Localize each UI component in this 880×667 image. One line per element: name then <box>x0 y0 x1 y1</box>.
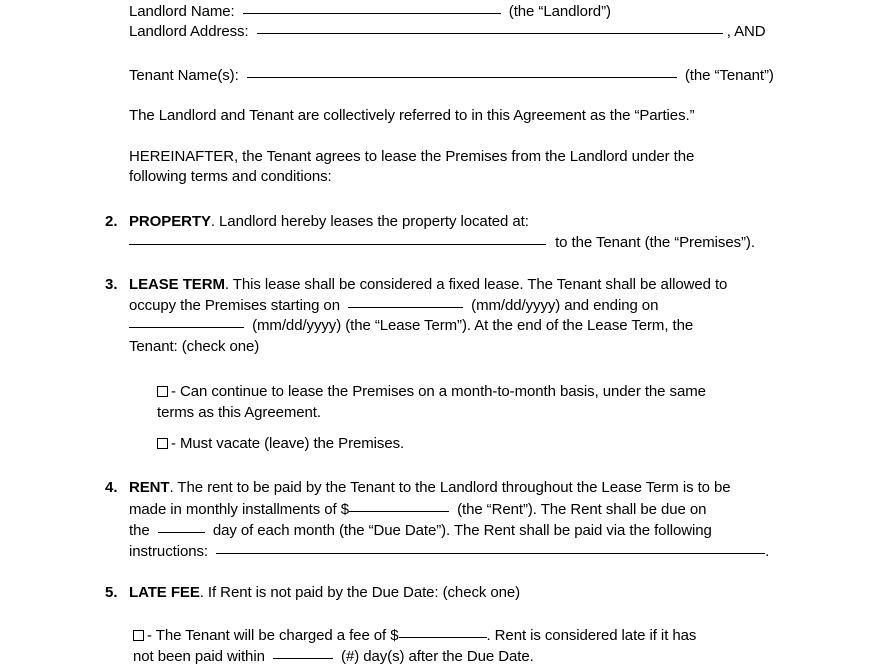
tenant-name-label: Tenant Name(s): <box>129 67 239 84</box>
section-number-2: 2. <box>105 213 118 230</box>
lease-term-option-1-text: - Can continue to lease the Premises on a month-to-month basis, under the same <box>171 383 706 400</box>
tenant-name-suffix: (the “Tenant”) <box>684 67 774 84</box>
landlord-name-blank[interactable] <box>243 1 501 14</box>
landlord-address-line <box>129 21 766 42</box>
hereinafter-line-2: following terms and conditions: <box>129 168 332 185</box>
section-property-line-2 <box>129 232 755 253</box>
property-address-blank[interactable] <box>129 232 546 245</box>
rent-amount-prefix: made in monthly installments of $ <box>129 501 349 518</box>
late-fee-option-1[interactable] <box>133 625 696 646</box>
section-number-4: 4. <box>105 479 118 496</box>
section-late-fee-text: . If Rent is not paid by the Due Date: (check one) <box>199 584 521 601</box>
section-late-fee-line-1 <box>129 583 520 603</box>
landlord-address-label: Landlord Address: <box>129 23 249 40</box>
section-late-fee-heading: LATE FEE <box>129 584 200 601</box>
tenant-name-line <box>129 65 774 86</box>
lease-term-option-2-text: - Must vacate (leave) the Premises. <box>171 435 405 452</box>
late-fee-amount-blank[interactable] <box>399 625 487 638</box>
section-number-3: 3. <box>105 276 118 293</box>
late-fee-days-suffix: (#) day(s) after the Due Date. <box>341 648 534 665</box>
section-number-5: 5. <box>105 584 118 601</box>
landlord-name-line <box>129 1 611 22</box>
section-rent-line-1 <box>129 478 731 498</box>
section-lease-term-line-4: Tenant: (check one) <box>129 338 260 355</box>
checkbox-month-to-month[interactable] <box>157 386 168 397</box>
section-lease-term-line-1 <box>129 275 727 295</box>
parties-collective-line: The Landlord and Tenant are collectively referred to in this Agreement as the “Parties.” <box>129 107 695 124</box>
section-property-heading: PROPERTY <box>129 213 211 230</box>
landlord-name-suffix: (the “Landlord”) <box>508 3 611 20</box>
landlord-address-blank[interactable] <box>257 21 723 34</box>
landlord-address-suffix: , AND <box>726 23 766 40</box>
lease-end-suffix: (mm/dd/yyyy) (the “Lease Term”). At the end of the Lease Term, the <box>252 317 694 334</box>
due-day-suffix: day of each month (the “Due Date”). The Rent shall be paid via the following <box>212 522 712 539</box>
payment-instructions-suffix: . <box>765 543 770 560</box>
due-day-blank[interactable] <box>158 520 205 533</box>
property-address-suffix: to the Tenant (the “Premises”). <box>555 234 755 251</box>
rent-amount-blank[interactable] <box>349 499 449 512</box>
section-property-text: . Landlord hereby leases the property located at: <box>210 213 529 230</box>
rent-amount-suffix: (the “Rent”). The Rent shall be due on <box>457 501 707 518</box>
section-rent-line-2 <box>129 499 706 520</box>
section-rent-line-3 <box>129 520 712 541</box>
section-lease-term-heading: LEASE TERM <box>129 276 225 293</box>
payment-instructions-prefix: instructions: <box>129 543 208 560</box>
late-fee-option-mid: . Rent is considered late if it has <box>486 627 697 644</box>
lease-term-option-1-continuation: terms as this Agreement. <box>157 404 321 421</box>
tenant-name-blank[interactable] <box>247 65 677 78</box>
checkbox-must-vacate[interactable] <box>157 438 168 449</box>
section-lease-term-line-3 <box>129 315 693 336</box>
late-fee-option-1-continuation <box>133 646 534 667</box>
checkbox-late-fee[interactable] <box>133 630 144 641</box>
lease-start-date-blank[interactable] <box>348 295 463 308</box>
payment-instructions-blank[interactable] <box>216 541 765 554</box>
late-fee-option-prefix: - The Tenant will be charged a fee of $ <box>147 627 399 644</box>
hereinafter-line-1: HEREINAFTER, the Tenant agrees to lease the Premises from the Landlord under the <box>129 148 695 165</box>
section-rent-line-4 <box>129 541 769 562</box>
landlord-name-label: Landlord Name: <box>129 3 235 20</box>
lease-term-option-1[interactable] <box>157 382 706 402</box>
section-rent-heading: RENT <box>129 479 170 496</box>
lease-term-option-2[interactable] <box>157 434 404 454</box>
section-rent-text: . The rent to be paid by the Tenant to the Landlord throughout the Lease Term is to be <box>169 479 731 496</box>
late-fee-days-blank[interactable] <box>273 646 333 659</box>
section-lease-term-text: . This lease shall be considered a fixed lease. The Tenant shall be allowed to <box>224 276 728 293</box>
lease-start-prefix: occupy the Premises starting on <box>129 297 340 314</box>
due-day-prefix: the <box>129 522 150 539</box>
late-fee-days-prefix: not been paid within <box>133 648 265 665</box>
lease-end-date-blank[interactable] <box>129 315 244 328</box>
lease-start-suffix: (mm/dd/yyyy) and ending on <box>471 297 659 314</box>
section-lease-term-line-2 <box>129 295 658 316</box>
section-property-line-1 <box>129 212 529 232</box>
